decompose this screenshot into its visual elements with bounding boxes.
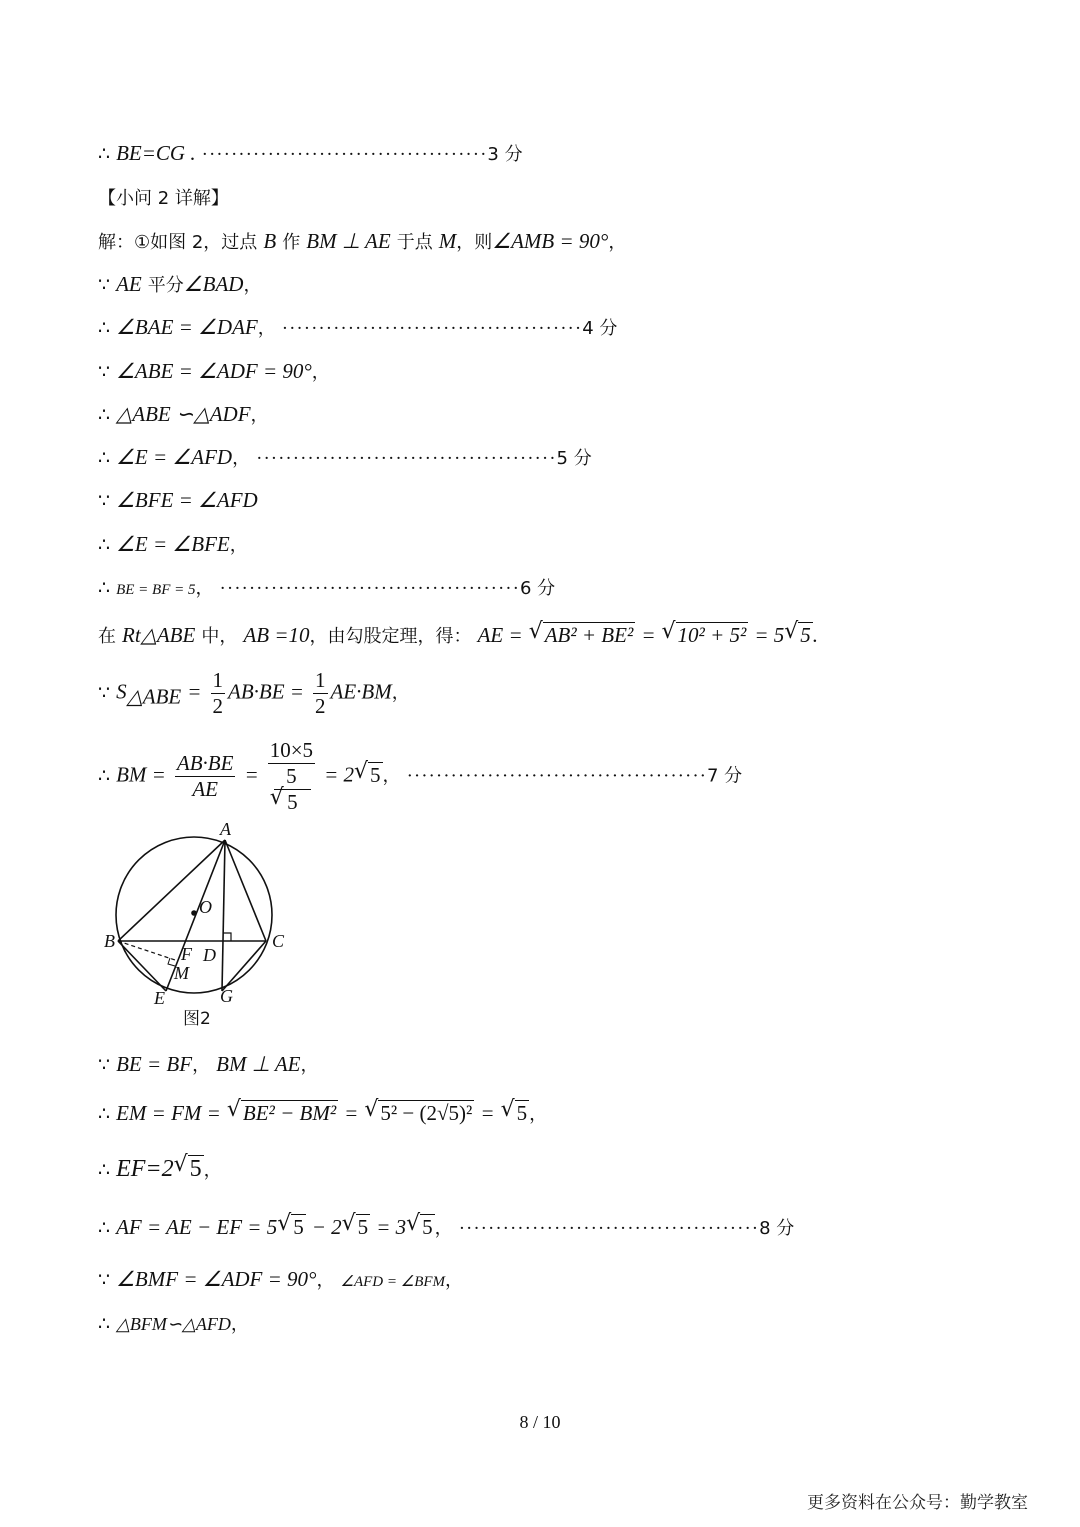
- area-symbol: S: [116, 679, 127, 704]
- radicand: 5: [800, 623, 811, 647]
- score-label: 7 分: [707, 765, 743, 787]
- label-b: B: [104, 931, 115, 951]
- label-m: M: [174, 963, 189, 983]
- square-root: [356, 763, 383, 788]
- because-symbol: ∵: [98, 681, 111, 704]
- math-expression: △BFM∽△AFD: [116, 1314, 231, 1334]
- math-expression: =: [480, 1101, 495, 1125]
- text-segment: ，: [391, 682, 410, 704]
- fraction: [175, 751, 236, 802]
- text-segment: ，: [445, 1270, 464, 1291]
- therefore-symbol: ∴: [98, 1159, 111, 1181]
- page-number: 8 / 10: [519, 1412, 561, 1432]
- label-c: C: [272, 931, 285, 951]
- solution-line-4: [98, 271, 261, 297]
- label-e: E: [154, 988, 165, 1008]
- solution-line-3: [98, 228, 626, 254]
- therefore-symbol: ∴: [98, 447, 111, 469]
- radicand: √ 5: [274, 789, 311, 815]
- math-expression: =: [344, 1101, 359, 1125]
- math-expression: = 3: [376, 1215, 407, 1239]
- denominator: AE: [192, 777, 218, 801]
- radicand: 10² + 5²: [677, 623, 747, 647]
- text-segment: ，: [382, 765, 401, 787]
- solution-line-20: [98, 1310, 249, 1336]
- segment-ag: [222, 840, 225, 991]
- math-expression: B: [263, 229, 277, 253]
- solution-line-15: [98, 1051, 319, 1077]
- math-expression: ∠E = ∠AFD: [116, 445, 233, 469]
- denominator: 2: [315, 694, 326, 718]
- math-expression: BE = BF: [116, 1052, 193, 1076]
- score-dots: ·········································: [281, 318, 583, 339]
- watermark-text: 更多资料在公众号：勤学教室: [807, 1493, 1028, 1513]
- math-expression: ∠BAE = ∠DAF: [116, 315, 258, 339]
- square-root: [503, 1101, 530, 1126]
- math-expression: AB =10: [243, 623, 310, 647]
- text-segment: ，: [232, 448, 251, 469]
- square-root: [272, 789, 313, 815]
- section-heading-text: 【小问 2 详解】: [98, 188, 229, 209]
- therefore-symbol: ∴: [98, 317, 111, 339]
- square-root: [664, 623, 749, 648]
- radicand: 5: [370, 762, 381, 787]
- text-segment: 作: [282, 232, 301, 253]
- therefore-symbol: ∴: [98, 1217, 111, 1239]
- solution-line-12: [98, 622, 818, 648]
- center-point-o: [191, 910, 197, 916]
- therefore-symbol: ∴: [98, 1103, 111, 1125]
- text-segment: ，: [195, 578, 214, 599]
- text-segment: 解：①如图 2，过点: [98, 232, 258, 253]
- math-expression: EF=2: [116, 1156, 174, 1182]
- text-segment: 中，: [201, 626, 238, 647]
- radicand: AB² + BE²: [544, 623, 634, 647]
- text-segment: ，: [192, 1055, 211, 1076]
- square-root: [531, 623, 636, 648]
- math-expression: ∠BAD: [183, 272, 244, 296]
- numerator: 1: [212, 668, 223, 692]
- score-dots: ·········································: [406, 765, 707, 787]
- figure-caption: 图2: [183, 1009, 211, 1029]
- math-expression: BE = BF = 5: [116, 582, 196, 598]
- radicand: 5: [293, 1215, 304, 1239]
- solution-line-6: [98, 358, 330, 384]
- math-expression: ∠BFE = ∠AFD: [116, 488, 258, 512]
- math-expression: Rt△ABE: [122, 623, 196, 647]
- section-heading: [98, 184, 229, 210]
- text-segment: .: [812, 623, 819, 647]
- radicand: 5: [516, 1101, 528, 1125]
- score-label: 6 分: [519, 578, 556, 599]
- radicand: 5: [422, 1215, 433, 1239]
- text-segment: ，: [529, 1104, 548, 1125]
- math-expression: BM ⊥ AE: [216, 1052, 301, 1076]
- score-label: 5 分: [556, 448, 592, 469]
- label-a: A: [220, 819, 231, 839]
- math-expression: AF = AE − EF = 5: [116, 1215, 278, 1239]
- text-segment: ，: [300, 1055, 319, 1076]
- math-expression: EM = FM =: [116, 1101, 221, 1125]
- segment-cg: [222, 941, 266, 991]
- text-segment: 在: [98, 626, 116, 647]
- label-f: F: [181, 944, 192, 964]
- therefore-symbol: ∴: [98, 404, 111, 426]
- text-segment: ，: [243, 275, 262, 296]
- square-root: [366, 1101, 474, 1126]
- square-root: [229, 1101, 338, 1126]
- solution-line-19: [98, 1266, 463, 1292]
- solution-line-1: [98, 140, 523, 166]
- label-d: D: [203, 945, 216, 965]
- score-dots: ·········································: [458, 1218, 760, 1239]
- text-segment: ，: [203, 1160, 222, 1181]
- denominator-coefficient: 5: [286, 764, 297, 788]
- math-expression: ∠BMF = ∠ADF = 90°: [116, 1267, 317, 1291]
- denominator: [268, 764, 315, 815]
- text-segment: ，: [608, 232, 627, 253]
- solution-line-16: [98, 1100, 547, 1126]
- radicand: 5: [189, 1156, 202, 1182]
- math-expression: = 5: [754, 623, 785, 647]
- square-root: [408, 1215, 435, 1240]
- math-expression: =: [641, 623, 656, 647]
- math-expression: M: [438, 229, 457, 253]
- because-symbol: ∵: [98, 490, 111, 512]
- text-segment: ，: [250, 405, 269, 426]
- math-expression: = 2: [324, 762, 355, 787]
- solution-line-13: [98, 668, 410, 719]
- math-expression: BE=CG .: [116, 141, 196, 165]
- score-dots: ·········································: [219, 578, 520, 599]
- geometry-figure: [98, 816, 298, 1031]
- text-segment: ，: [316, 1270, 335, 1291]
- solution-line-17: [98, 1156, 222, 1183]
- radicand: BE² − BM²: [242, 1101, 337, 1125]
- text-segment: ，则: [456, 232, 493, 253]
- square-root: [279, 1215, 306, 1240]
- text-segment: 于点: [396, 232, 433, 253]
- text-segment: ，: [257, 318, 276, 339]
- numerator: 10×5: [269, 738, 314, 762]
- math-expression: =: [244, 762, 259, 787]
- solution-line-18: [98, 1214, 794, 1240]
- solution-line-14: [98, 738, 742, 815]
- text-segment: ，: [230, 1314, 249, 1335]
- right-angle-mark-d: [223, 933, 231, 941]
- math-expression: ∠AMB = 90°: [492, 229, 609, 253]
- score-label: 8 分: [759, 1218, 795, 1239]
- score-dots: ·········································: [256, 448, 557, 469]
- segment-ac: [225, 840, 266, 941]
- solution-line-8: [98, 444, 592, 470]
- therefore-symbol: ∴: [98, 534, 111, 556]
- text-segment: 平分: [147, 275, 184, 296]
- therefore-symbol: ∴: [98, 1313, 111, 1335]
- math-expression: ∠E = ∠BFE: [116, 532, 230, 556]
- solution-line-5: [98, 314, 617, 340]
- math-expression: AE =: [477, 623, 523, 647]
- solution-line-9: [98, 488, 258, 513]
- label-g: G: [220, 986, 233, 1006]
- fraction: [268, 738, 315, 815]
- because-symbol: ∵: [98, 361, 111, 383]
- solution-line-7: [98, 401, 269, 427]
- solution-line-11: [98, 574, 555, 600]
- math-expression: AB·BE =: [228, 679, 304, 704]
- square-root: [344, 1215, 371, 1240]
- denominator: 2: [212, 694, 223, 718]
- text-segment: ，: [229, 535, 248, 556]
- math-expression: − 2: [311, 1215, 342, 1239]
- score-label: 3 分: [487, 144, 523, 165]
- math-expression: =: [187, 679, 202, 704]
- fraction: [313, 668, 328, 719]
- math-expression: BM ⊥ AE: [306, 229, 391, 253]
- math-expression: △ABE ∽△ADF: [116, 402, 251, 426]
- math-expression: AE: [116, 272, 142, 296]
- therefore-symbol: ∴: [98, 764, 111, 787]
- radicand: 5: [357, 1215, 369, 1239]
- numerator: 1: [315, 668, 326, 692]
- score-label: 4 分: [582, 318, 618, 339]
- text-segment: ，由勾股定理，得：: [309, 626, 472, 647]
- because-symbol: ∵: [98, 274, 111, 296]
- label-o: O: [199, 897, 212, 917]
- math-expression: ∠ABE = ∠ADF = 90°: [116, 359, 312, 383]
- therefore-symbol: ∴: [98, 143, 111, 165]
- therefore-symbol: ∴: [98, 577, 111, 599]
- because-symbol: ∵: [98, 1054, 111, 1076]
- text-segment: ，: [434, 1218, 453, 1239]
- square-root: [176, 1156, 204, 1183]
- math-expression: ∠AFD = ∠BFM: [340, 1274, 446, 1290]
- numerator: AB·BE: [176, 751, 234, 775]
- score-dots: ·······································: [201, 144, 488, 165]
- because-symbol: ∵: [98, 1269, 111, 1291]
- area-subscript: △ABE: [126, 684, 182, 709]
- segment-ab: [118, 840, 225, 941]
- segment-be: [118, 941, 166, 991]
- math-expression: BM =: [116, 762, 166, 787]
- radicand: 5² − (2√5)²: [380, 1101, 473, 1125]
- text-segment: ，: [311, 362, 330, 383]
- square-root: [786, 623, 813, 648]
- fraction: [211, 668, 226, 719]
- math-expression: AE·BM: [330, 679, 392, 704]
- solution-line-10: [98, 531, 248, 557]
